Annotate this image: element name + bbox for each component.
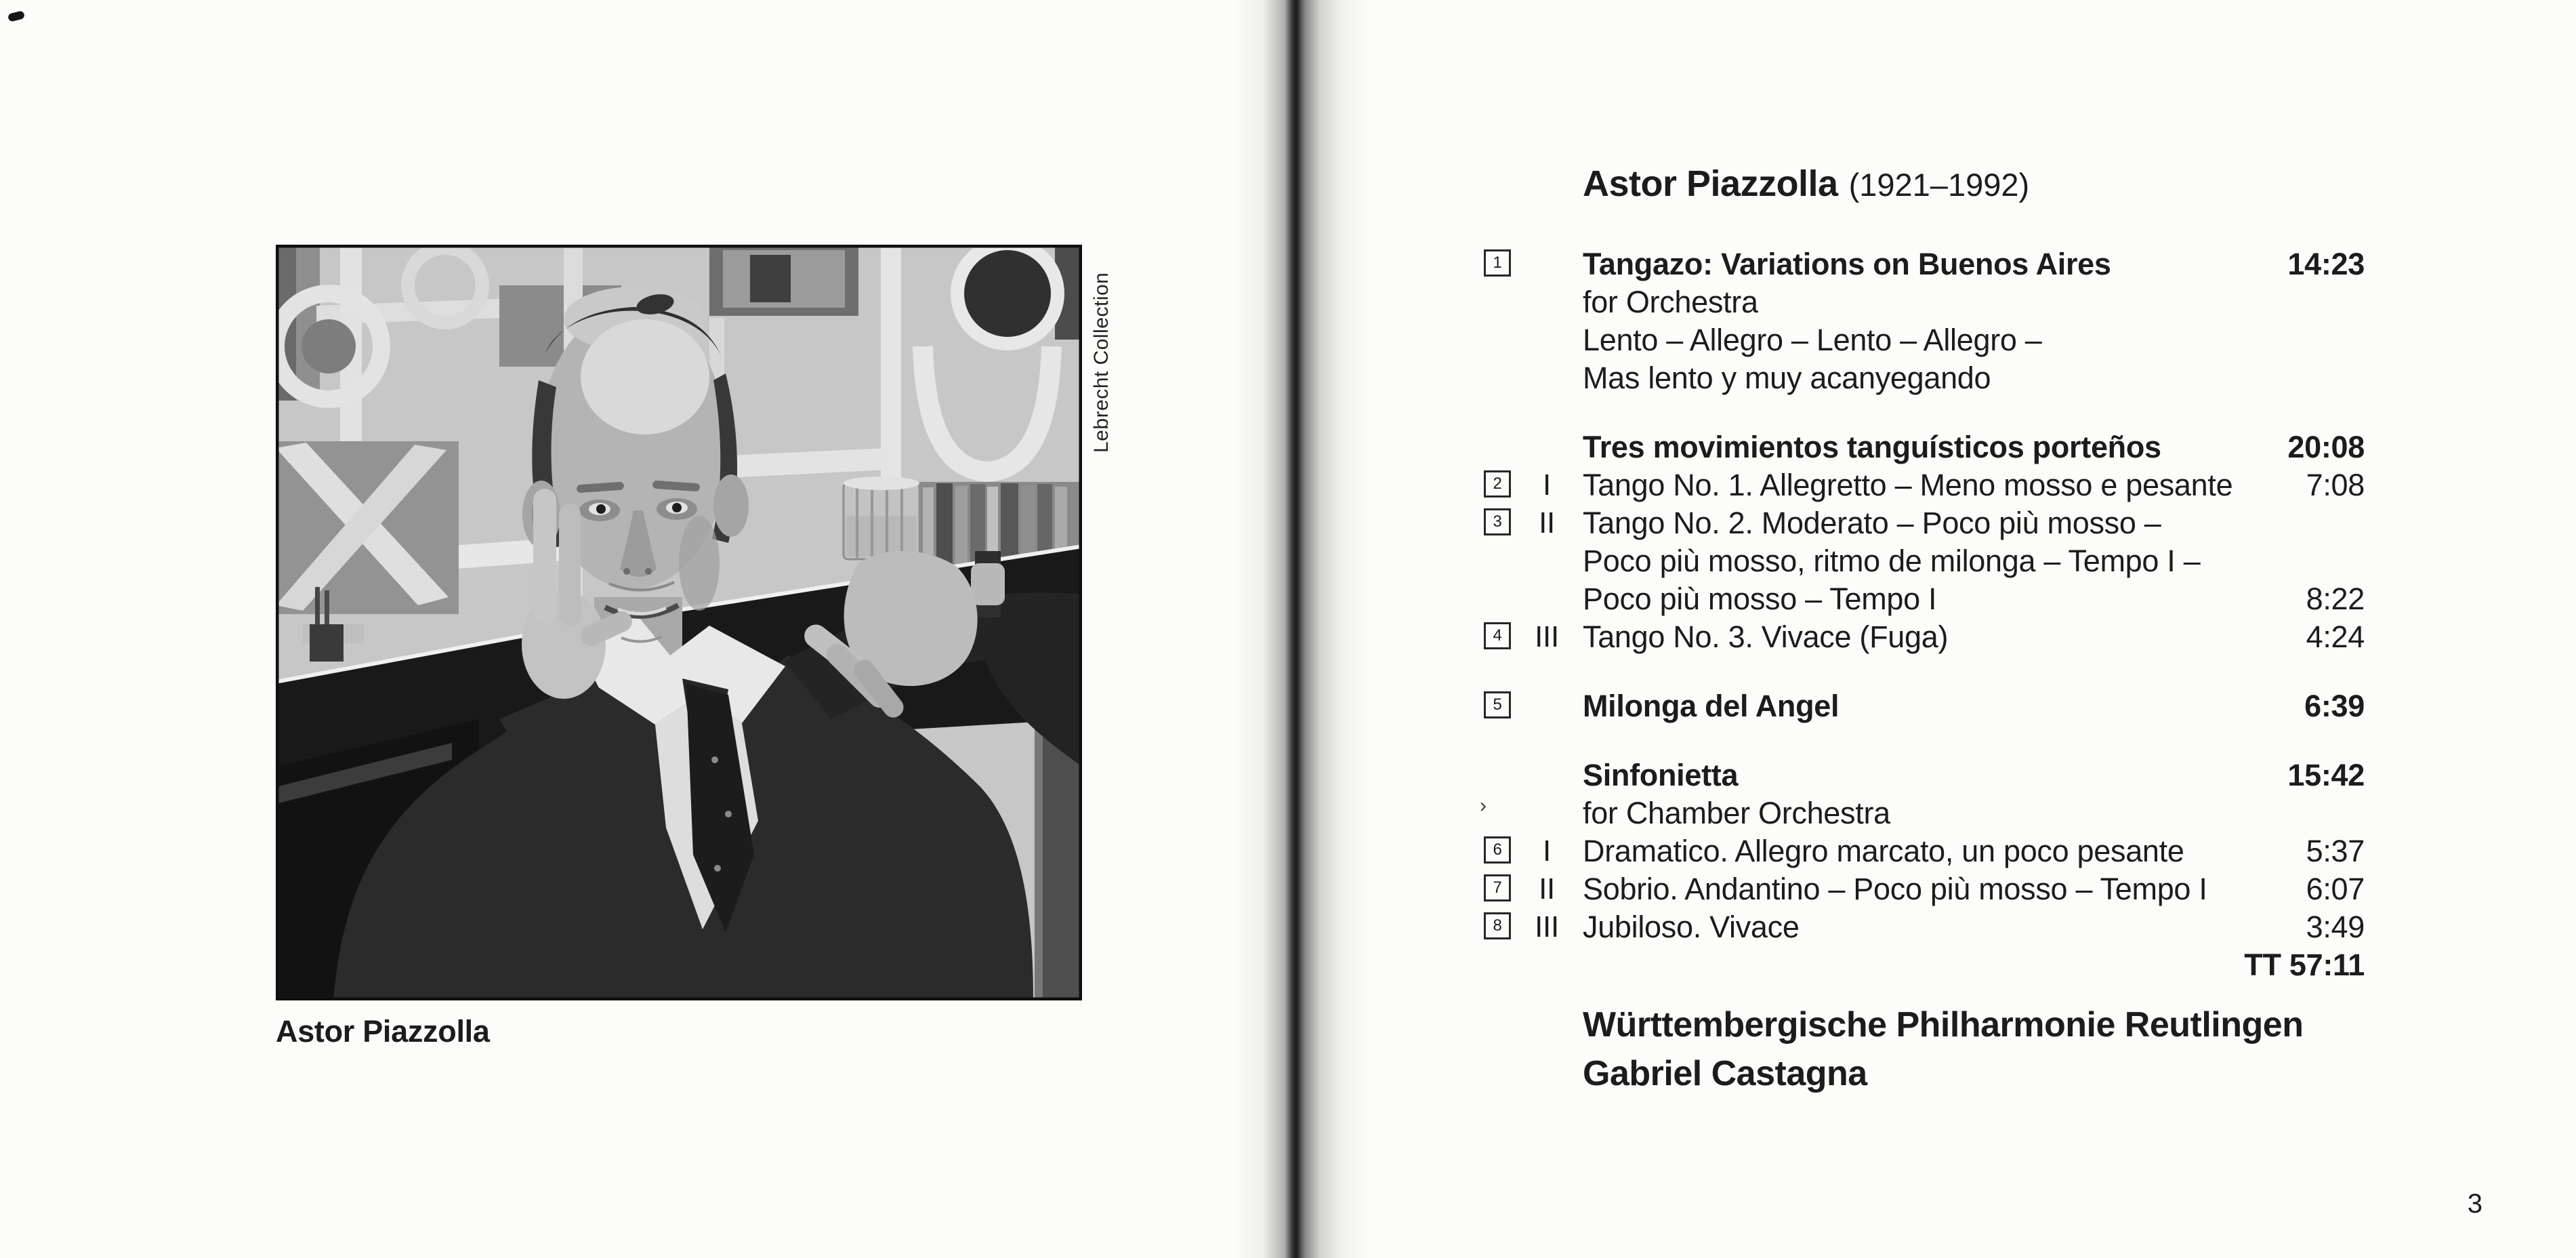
track-time: 6:39: [2304, 689, 2365, 723]
track-row: [1484, 245, 2365, 283]
track-row: [1484, 687, 2365, 725]
composer-dates: (1921–1992): [1848, 167, 2030, 203]
track-number-box: 5: [1484, 691, 1511, 718]
track-time: 8:22: [2306, 582, 2365, 616]
track-row: [1484, 504, 2365, 542]
track-row: [1484, 908, 2365, 946]
movement-numeral: I: [1543, 834, 1551, 868]
work-title: Milonga del Angel: [1583, 689, 1840, 723]
photo-caption: Astor Piazzolla: [276, 1014, 490, 1049]
photo-illustration: [276, 245, 1082, 1000]
conductor-name: Gabriel Castagna: [1583, 1054, 1867, 1093]
track-row: [1484, 870, 2365, 908]
photo-credit: Lebrecht Collection: [1090, 272, 1113, 453]
movement-numeral: II: [1539, 506, 1555, 540]
movement-numeral: III: [1535, 910, 1559, 944]
track-row: [1484, 756, 2365, 794]
work-subtitle: for Orchestra: [1583, 285, 1758, 319]
track-time: 7:08: [2306, 468, 2365, 502]
work-title: Tangazo: Variations on Buenos Aires: [1583, 247, 2111, 281]
page-number: 3: [2467, 1189, 2482, 1219]
movement-numeral: II: [1539, 872, 1555, 906]
track-row: [1484, 542, 2365, 580]
total-time-row: [1484, 946, 2365, 984]
movement-title-cont: Poco più mosso – Tempo I: [1583, 582, 1937, 616]
track-number-box: 3: [1484, 508, 1511, 535]
print-artifact-mark: ›: [1480, 794, 1487, 817]
booklet-spine-fold: [1233, 0, 1369, 1258]
track-row: [1484, 359, 2365, 397]
movement-title: Dramatico. Allegro marcato, un poco pesante: [1583, 834, 2184, 868]
work-title: Tres movimientos tanguísticos porteños: [1583, 430, 2161, 464]
movement-title: Jubiloso. Vivace: [1583, 910, 1800, 944]
tempo-markings: Lento – Allegro – Lento – Allegro –: [1583, 323, 2042, 357]
track-time: 5:37: [2306, 834, 2365, 868]
track-row: [1484, 794, 2365, 832]
movement-numeral: I: [1543, 468, 1551, 502]
track-number-box: 2: [1484, 470, 1511, 498]
orchestra-name: Württembergische Philharmonie Reutlingen: [1583, 1005, 2304, 1044]
piazzolla-photo: [276, 245, 1082, 1000]
total-time: TT 57:11: [2244, 948, 2365, 982]
track-number-box: 1: [1484, 249, 1511, 277]
track-number-box: 6: [1484, 836, 1511, 864]
track-time: 14:23: [2287, 247, 2365, 281]
movement-title: Tango No. 3. Vivace (Fuga): [1583, 620, 1949, 654]
track-number-box: 4: [1484, 622, 1511, 649]
track-row: [1484, 321, 2365, 359]
track-time: 3:49: [2306, 910, 2365, 944]
track-number-box: 8: [1484, 912, 1511, 939]
work-time: 20:08: [2287, 430, 2365, 464]
performers: [1583, 1000, 2303, 1098]
composer-name: Astor Piazzolla: [1583, 163, 1838, 204]
track-time: 4:24: [2306, 620, 2365, 654]
track-row: [1484, 580, 2365, 618]
scan-artifact: [7, 10, 25, 22]
work-time: 15:42: [2287, 758, 2365, 792]
movement-numeral: III: [1535, 620, 1559, 653]
composer-heading: [1583, 163, 2029, 205]
tempo-markings: Mas lento y muy acanyegando: [1583, 361, 1991, 395]
track-number-box: 7: [1484, 874, 1511, 901]
work-subtitle: for Chamber Orchestra: [1583, 796, 1890, 830]
work-title: Sinfonietta: [1583, 758, 1739, 792]
track-row: [1484, 428, 2365, 466]
movement-title-cont: Poco più mosso, ritmo de milonga – Tempo I –: [1583, 544, 2201, 578]
track-row: [1484, 283, 2365, 321]
tracklist: [1484, 245, 2365, 984]
movement-title: Tango No. 1. Allegretto – Meno mosso e pesante: [1583, 468, 2233, 502]
track-row: [1484, 618, 2365, 656]
movement-title: Sobrio. Andantino – Poco più mosso – Tempo I: [1583, 872, 2207, 906]
track-row: [1484, 832, 2365, 870]
movement-title: Tango No. 2. Moderato – Poco più mosso –: [1583, 506, 2161, 540]
track-row: [1484, 466, 2365, 504]
track-time: 6:07: [2306, 872, 2365, 906]
